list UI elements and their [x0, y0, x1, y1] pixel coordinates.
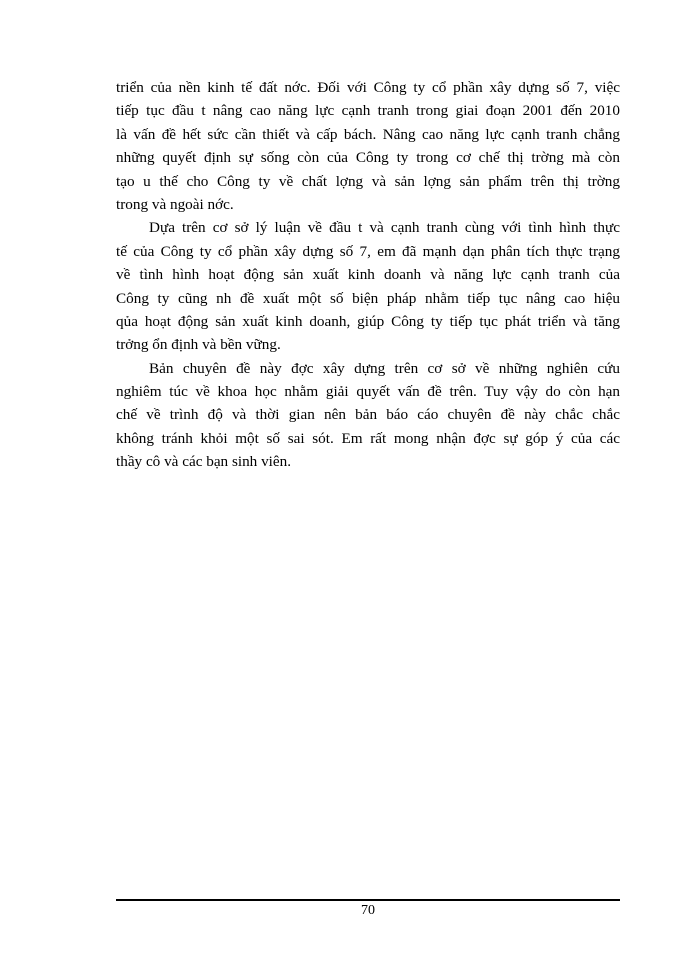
text-line: thầy cô và các bạn sinh viên.: [116, 453, 292, 471]
text-line: là vấn đề hết sức cần thiết và cấp bách. Nâng cao năng lực cạnh tranh chẳng: [116, 125, 620, 143]
text-line: tế của Công ty cổ phần xây dựng số 7, em đã mạnh dạn phân tích thực trạng: [116, 242, 620, 260]
paragraph-3: [116, 357, 620, 474]
text-line: trong và ngoài nớc.: [116, 195, 234, 213]
text-line: qủa hoạt động sản xuất kinh doanh, giúp Công ty tiếp tục phát triển và tăng: [116, 312, 620, 330]
paragraph-2: [116, 216, 620, 356]
text-line: những quyết định sự sống còn của Công ty trong cơ chế thị trờng mà còn: [116, 149, 620, 167]
text-line: chế về trình độ và thời gian nên bản báo cáo chuyên đề này chắc chắc: [116, 406, 620, 424]
text-line: Bản chuyên đề này đợc xây dựng trên cơ sở về những nghiên cứu: [149, 359, 620, 377]
paragraph-1: [116, 76, 620, 216]
text-line: không tránh khỏi một số sai sót. Em rất mong nhận đợc sự góp ý của các: [116, 429, 620, 447]
text-line: trởng ổn định và bền vững.: [116, 336, 281, 354]
text-line: Công ty cũng nh đề xuất một số biện pháp nhằm tiếp tục nâng cao hiệu: [116, 289, 620, 307]
text-line: triển của nền kinh tế đất nớc. Đối với Công ty cổ phần xây dựng số 7, việc: [116, 79, 620, 96]
text-line: tạo u thế cho Công ty về chất lợng và sản lợng sản phẩm trên thị trờng: [116, 172, 620, 190]
body-text: [116, 76, 620, 474]
text-line: tiếp tục đầu t nâng cao năng lực cạnh tranh trong giai đoạn 2001 đến 2010: [116, 102, 620, 120]
text-line: Dựa trên cơ sở lý luận về đầu t và cạnh tranh cùng với tình hình thực: [149, 219, 620, 237]
page-number: 70: [361, 903, 375, 918]
footer-rule: [116, 899, 620, 901]
text-line: về tình hình hoạt động sản xuất kinh doanh và năng lực cạnh tranh của: [116, 266, 620, 284]
text-line: nghiêm túc về khoa học nhằm giải quyết vấn đề trên. Tuy vậy do còn hạn: [116, 383, 620, 401]
